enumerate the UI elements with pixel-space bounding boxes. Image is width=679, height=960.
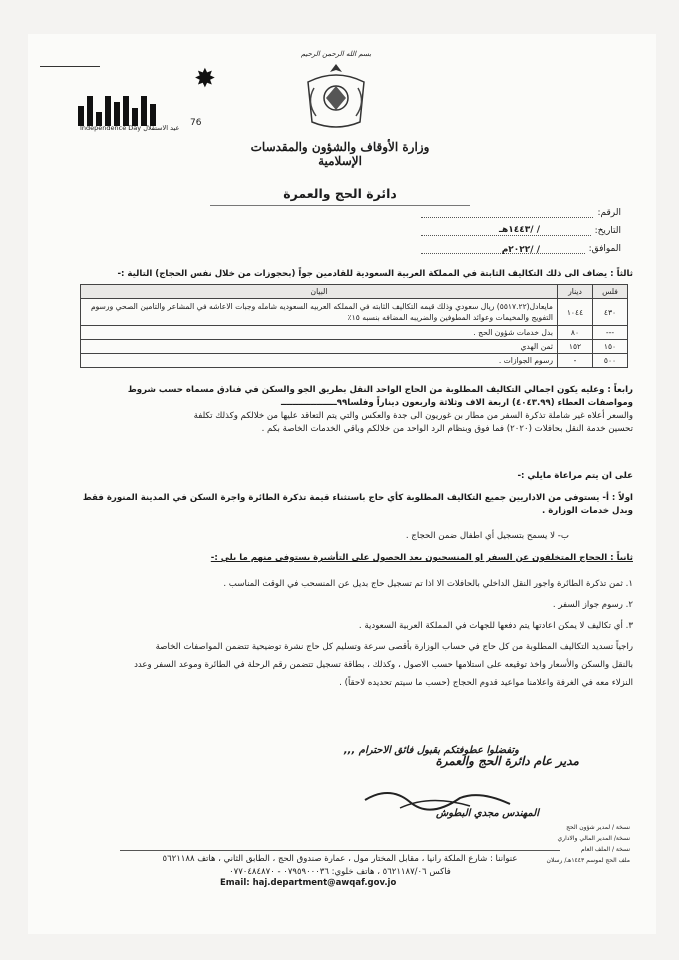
first-item: اولاً : أ- يستوفى من الاداريين جميع التكاليف المطلوبة كأي حاج باستثناء قيمة تذكرة الطائرة واجرة السكن في المدينة المنورة فقط وبدل خدمات الوزارة . — [82, 493, 633, 516]
independence-logo — [78, 64, 218, 134]
fils-header: فلس — [593, 285, 628, 299]
corresponding-label: الموافق: — [588, 244, 621, 254]
second-title: ثانياً : الحجاج المتخلفون عن السفر او المنسحبون بعد الحصول على التأشيرة يستوفى منهم ما يلي :- — [210, 553, 633, 563]
coat-of-arms — [296, 50, 376, 140]
closing-paragraph: راجياً تسديد التكاليف المطلوبة من كل حاج في حساب الوزارة بأقصى سرعة وتسليم كل حاج نشرة توضيحية تتضمن المواصفات الخاصة بالنقل والسكن والأسعار واخذ توقيعه على استلامها حسب الاصول ، وكذلك ، بطاقة تسجيل تتضمن رقم الرحلة في الطائرة وموعد السفر وعدد النزلاء معه في الغرفة واعلامنا مواعيد قدوم الحجاج (حسب ما سيتم تحديده لاحقاً) . — [134, 642, 633, 688]
para-4: رابعاً : وعليه يكون اجمالي التكاليف المطلوبة من الحاج الواحد النقل بطريق الجو والسكن في فنادق مسماه حسب شروط ومواصفات العطاء (٤٠٤٣.٩٩) اربعة الاف وثلاثة واربعون ديناراً وفلسا٩٩ـــــــــــــــــــ والسعر أعلاه غير شاملة تذكرة السفر من مطار بن غوريون الى جدة والعكس والتي يتم التعاقد عليها من خلالكم وكذلك تكلفة تحسين خدمة النقل بحافلات (٢٠٢٠) فما فوق وبنظام الرد الواحد من خلالكم وباقي الخدمات الخاصة بكم . — [127, 385, 633, 434]
department-name: دائرة الحج والعمرة — [283, 186, 397, 201]
basmala: بسم الله الرحمن الرحيم — [300, 50, 372, 58]
fees-table — [80, 284, 628, 368]
regards: وتفضلوا عطوفتكم بقبول فائق الاحترام ,,, — [343, 745, 519, 756]
copies-list: نسخة / لمدير شؤون الحج نسخة/ المدير المالي والاداري نسخة / الملف العام ملف الحج لموسم ١٤٤٣هـ/ رسلان — [546, 824, 630, 864]
number-label: الرقم: — [597, 208, 621, 218]
table-row: ٤٣٠ ١٠٤٤ مايعادل(٥٥١٧.٢٢) ريال سعودي وذلك قيمه التكاليف الثابته في المملكه العربيه السعوديه شامله وجبات الاعاشه في المشاعر والتامين الصحي ورسوم التفويج والمخيمات وعوائد المطوفين والضريبه المضافه بنسبه ١٥٪ — [81, 299, 628, 326]
date-values — [340, 220, 540, 260]
table-row: --- ٨٠ بدل خدمات شؤون الحج . — [81, 326, 628, 340]
document-sheet — [28, 34, 656, 934]
date-label: التاريخ: — [594, 226, 621, 236]
section-3-title: ثالثاً : يضاف الى ذلك التكاليف الثابتة في المملكة العربية السعودية للقادمين جواً (بحجوزات من خلال نفس الحجاج) التالية :- — [117, 269, 633, 279]
first-item-b: ب- لا يسمح بتسجيل أي اطفال ضمن الحجاج . — [405, 531, 569, 541]
table-row: ٥٠٠ - رسوم الجوازات . — [81, 354, 628, 368]
address-block: عنواننا : شارع الملكة رانيا ، مقابل المختار مول ، عمارة صندوق الحج ، الطابق الثاني ، هاتف ٥٦٢١١٨٨ فاكس ٥٦٢١١٨٧/٠٦ ، هاتف خلوي: ٠٧٩٥٩٠٠٠٣٦ - ٠٧٧٠٤٨٤٨٧٠ — [120, 850, 560, 879]
hijri-date: / /١٤٤٣هـ — [498, 225, 540, 235]
gregorian-date: / /٢٠٢٢م — [501, 245, 540, 255]
notice-title: على ان يتم مراعاة مايلي :- — [517, 471, 633, 481]
email-address: Email: haj.department@awqaf.gov.jo — [220, 878, 397, 888]
star-icon: ✸ — [194, 64, 216, 94]
independence-number: 76 — [190, 118, 202, 128]
desc-header: البيان — [81, 285, 558, 299]
second-items: ١. ثمن تذكرة الطائرة واجور النقل الداخلي بالحافلات الا اذا تم تسجيل حاج بديل عن المنسحب في الوقت المناسب . ٢. رسوم جواز السفر . ٣. أي تكاليف لا يمكن اعادتها يتم دفعها للجهات في المملكة العربية السعودية . — [223, 579, 633, 631]
signatory-name: المهندس مجدي البطوش — [436, 808, 539, 819]
dinar-header: دينار — [558, 285, 593, 299]
crest-icon — [296, 58, 376, 132]
signature-title: مدير عام دائرة الحج والعمرة — [435, 754, 579, 768]
table-row: ١٥٠ ١٥٢ ثمن الهدي — [81, 340, 628, 354]
independence-caption: Independence Day عيد الاستقلال — [80, 124, 180, 132]
logo-bars — [78, 92, 156, 126]
ministry-name: وزارة الأوقاف والشؤون والمقدسات الإسلامية — [250, 140, 430, 168]
